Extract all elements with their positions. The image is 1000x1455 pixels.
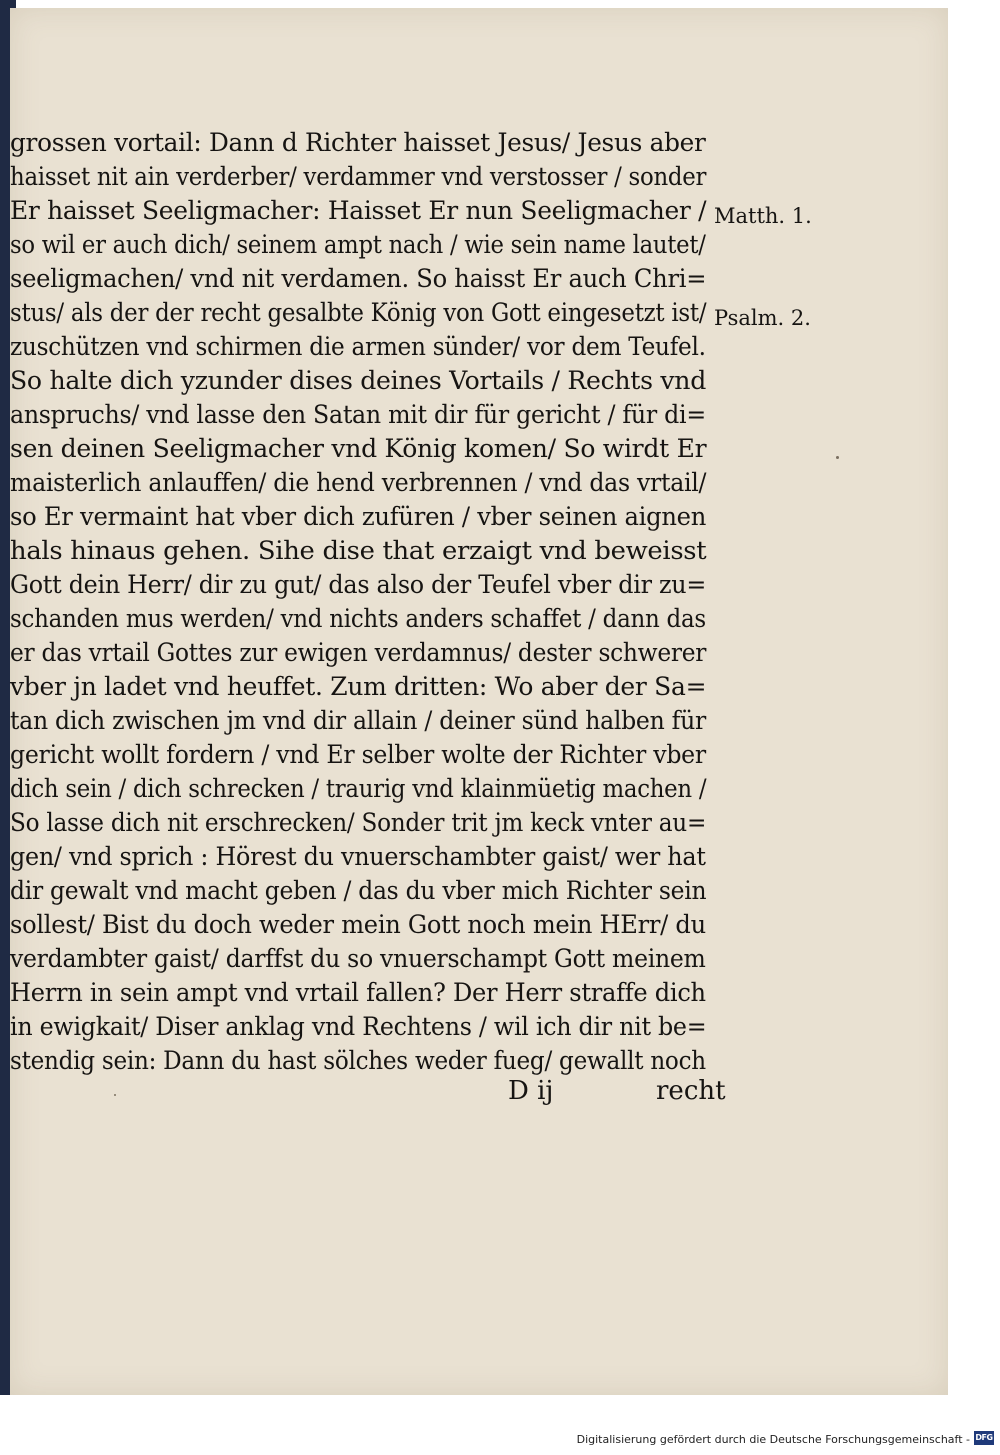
dfg-logo: DFG — [974, 1431, 994, 1445]
text-line-21: So lasse dich nit erschrecken/ Sonder trit jm keck vnter au= — [10, 808, 707, 838]
page-foot-line — [10, 1076, 726, 1110]
text-line-11: maisterlich anlauffen/ die hend verbrennen / vnd das vrtail/ — [10, 468, 707, 498]
text-line-16: er das vrtail Gottes zur ewigen verdamnus/ dester schwerer — [10, 638, 707, 668]
text-line-23: dir gewalt vnd macht geben / das du vber mich Richter sein — [10, 876, 707, 906]
text-line-2: haisset nit ain verderber/ verdammer vnd verstosser / sonder — [10, 162, 707, 192]
text-line-10: sen deinen Seeligmacher vnd König komen/ So wirdt Er — [10, 434, 707, 464]
text-line-20: dich sein / dich schrecken / traurig vnd klainmüetig machen / — [10, 774, 707, 804]
catchword: recht — [656, 1076, 726, 1106]
text-line-18: tan dich zwischen jm vnd dir allain / deiner sünd halben für — [10, 706, 706, 736]
paper-speck — [836, 456, 839, 459]
text-line-24: sollest/ Bist du doch weder mein Gott noch mein HErr/ du — [10, 910, 706, 940]
text-line-27: in ewigkait/ Diser anklag vnd Rechtens / wil ich dir nit be= — [10, 1012, 707, 1042]
text-line-7: zuschützen vnd schirmen die armen sünder/ vor dem Teufel. — [10, 332, 706, 362]
marginal-note-psalm: Psalm. 2. — [714, 306, 811, 330]
text-line-8: So halte dich yzunder dises deines Vortails / Rechts vnd — [10, 366, 707, 396]
text-line-5: seeligmachen/ vnd nit verdamen. So haisst Er auch Chri= — [10, 264, 707, 294]
text-line-9: anspruchs/ vnd lasse den Satan mit dir für gericht / für di= — [10, 400, 706, 430]
text-line-14: Gott dein Herr/ dir zu gut/ das also der Teufel vber dir zu= — [10, 570, 707, 600]
text-line-28: stendig sein: Dann du hast sölches weder fueg/ gewallt noch — [10, 1046, 706, 1076]
text-line-25: verdambter gaist/ darffst du so vnuerschampt Gott meinem — [10, 944, 706, 974]
text-line-19: gericht wollt fordern / vnd Er selber wolte der Richter vber — [10, 740, 706, 770]
text-line-15: schanden mus werden/ vnd nichts anders schaffet / dann das — [10, 604, 706, 634]
text-line-4: so wil er auch dich/ seinem ampt nach / wie sein name lautet/ — [10, 230, 706, 260]
text-line-17: vber jn ladet vnd heuffet. Zum dritten: Wo aber der Sa= — [10, 672, 707, 702]
text-line-22: gen/ vnd sprich : Hörest du vnuerschambter gaist/ wer hat — [10, 842, 706, 872]
funding-credit: Digitalisierung gefördert durch die Deutsche Forschungsgemeinschaft - — [576, 1433, 970, 1446]
text-line-3: Er haisset Seeligmacher: Haisset Er nun Seeligmacher / — [10, 196, 707, 226]
text-line-6: stus/ als der der recht gesalbte König von Gott eingesetzt ist/ — [10, 298, 707, 328]
footer-bar — [0, 1395, 1000, 1455]
text-line-26: Herrn in sein ampt vnd vrtail fallen? Der Herr straffe dich — [10, 978, 706, 1008]
signature-mark: D ij — [508, 1076, 554, 1106]
text-line-1: grossen vortail: Dann d Richter haisset Jesus/ Jesus aber — [10, 128, 706, 158]
text-line-13: hals hinaus gehen. Sihe dise that erzaigt vnd beweisst — [10, 536, 707, 566]
text-line-12: so Er vermaint hat vber dich zufüren / vber seinen aignen — [10, 502, 707, 532]
book-page — [10, 8, 948, 1395]
paper-speck — [114, 1094, 116, 1096]
marginal-note-matthew: Matth. 1. — [714, 204, 812, 228]
